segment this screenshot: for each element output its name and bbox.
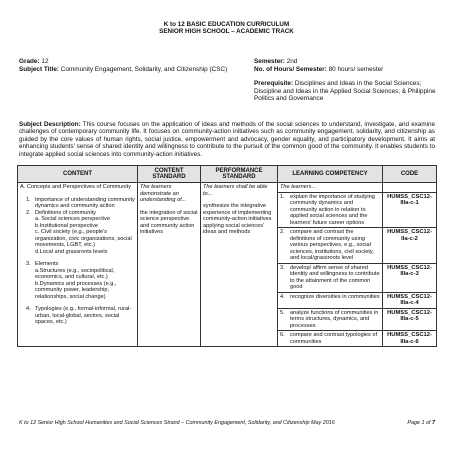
code-5: HUMSS_CSC12- IIIa-c-5 [383,308,437,331]
content-standard-intro: The learners demonstrate an understanding of... [140,184,187,203]
code-4: HUMSS_CSC12- IIIa-c-4 [383,292,437,308]
meta-right [254,58,436,102]
content-item-2b: b.Institutional perspective [35,222,99,229]
footer-text: K to 12 Senior High School Humanities and Social Sciences Strand – Community Engagement, Solidarity, and Citizenship May 2016 [19,420,335,426]
competency-4: 4. recognize diversities in communities [278,292,383,308]
page-footer [19,420,435,426]
competency-intro: The learners… [278,183,383,193]
meta-left [19,58,239,73]
content-item-3a: a.Structures (e.g., sociopolitical, economics, and cultural, etc.) [35,267,115,280]
code-blank [383,183,437,193]
header-line-1: K to 12 BASIC EDUCATION CURRICULUM [163,21,290,28]
description-text: This course focuses on the application of ideas and methods of the social sciences to understand, investigate, and examine challenges of contemporary community life. It focuses on community-action initiatives such as community engagement, solidarity, and citizenship as guided by the core values of human rights, social justice, empowerment and advocacy, gender equality, and participatory development. It aims at enhancing students' sense of shared identity and willingness to contribute to the pursuit of the common good of the community. It enables students to integrate applied social sciences into community-action initiatives. [19,121,435,158]
content-item-3: Elements [35,261,59,267]
competency-6: 6. compare and contrast typologies of communities [278,331,383,347]
header-performance-standard: PERFORMANCE STANDARD [201,166,278,183]
header-content-standard: CONTENT STANDARD [138,166,201,183]
header-code: CODE [383,166,437,183]
grade-value: 12 [41,58,49,65]
prereq-label: Prerequisite: [254,80,294,88]
content-item-2a: a. Social sciences perspective [35,216,110,222]
performance-standard-intro: The learners shall be able to... [203,184,268,197]
prereq-value: Disciplines and Ideas in the Social Sciences; Discipline and Ideas in the Applied Social Sciences; & Philippine Politics and Governance [254,80,436,102]
content-item-4: Typologies (e.g., formal-informal, rural-urban, local-global, sectors, social spaces, etc.) [35,306,132,325]
semester-value: 2nd [286,58,298,65]
competency-3: 3. develop/ affirm sense of shared identity and willingness to contribute to the attainment of the common good [278,263,383,292]
subject-description [19,121,435,158]
header-learning-competency: LEARNING COMPETENCY [278,166,383,183]
table-row [18,183,437,193]
content-item-3b: b.Dynamics and processes (e.g., community power, leadership, relationships, social change) [35,280,117,300]
content-item-2c: c. Civil society (e.g., people's organization, civic organizations, social movements, LGBT, etc.) [35,229,132,248]
content-item-1: Importance of understanding community dynamics and community action [35,196,135,209]
code-1: HUMSS_CSC12- IIIa-c-1 [383,192,437,228]
content-standard-text: the integration of social science perspective and community action initiatives [140,209,198,235]
competency-2: 2. compare and contrast the definitions of community using various perspectives, e.g., social sciences, institutions, civil society, and local/grassroots level [278,228,383,264]
page-number: Page 1 of 7 [407,420,435,426]
document-header [0,21,453,35]
header-line-2: SENIOR HIGH SCHOOL – ACADEMIC TRACK [159,28,294,36]
subject-label: Subject Title: [19,65,60,73]
code-6: HUMSS_CSC12- IIIa-c-6 [383,331,437,347]
curriculum-table [17,165,437,347]
performance-standard-cell [201,183,278,347]
subject-value: Community Engagement, Solidarity, and Citizenship (CSC) [60,65,228,73]
code-2: HUMSS_CSC12- IIa-c-2 [383,228,437,264]
hours-value: 80 hours/ semester [328,65,384,73]
semester-label: Semester: [254,58,285,65]
competency-1: 1. explain the importance of studying community dynamics and community action in relation to applied social sciences and the learners' future career options [278,192,383,228]
code-3: HUMSS_CSC12- IIIa-c-3 [383,263,437,292]
grade-label: Grade: [19,58,40,65]
content-standard-cell [138,183,201,347]
content-item-2d: d.Local and grassroots levels [35,248,108,255]
content-section-a: A. Concepts and Perspectives of Community [20,184,131,190]
header-content: CONTENT [18,166,138,183]
content-cell: A. Concepts and Perspectives of Community 1. Importance of understanding community dynamics and community action 2. Definitions of community a. Social sciences perspective b.Institutional perspective c. Civil society (e.g., people's organization, civic organizations, social movements, LGBT, etc.) d.Local and grassroots levels 3. Elements a.Structures (e.g., sociopolitical, economics, and cultural, etc.) b.Dynamics and processes (e.g., community power, leadership, relationships, social change) 4. Typologies (e.g., formal-informal, rural-urban, local-global, sectors, social spaces, etc.) [18,183,138,347]
content-item-2: Definitions of community [35,209,96,216]
competency-5: 5. analyze functions of communities in terms structures, dynamics, and processes [278,308,383,331]
description-label: Subject Description: [19,121,81,128]
hours-label: No. of Hours/ Semester: [254,65,327,73]
performance-standard-text: synthesize the integrative experience of implementing community-action initiatives applying social sciences' ideas and methods [203,203,272,235]
table-header-row [18,166,437,183]
